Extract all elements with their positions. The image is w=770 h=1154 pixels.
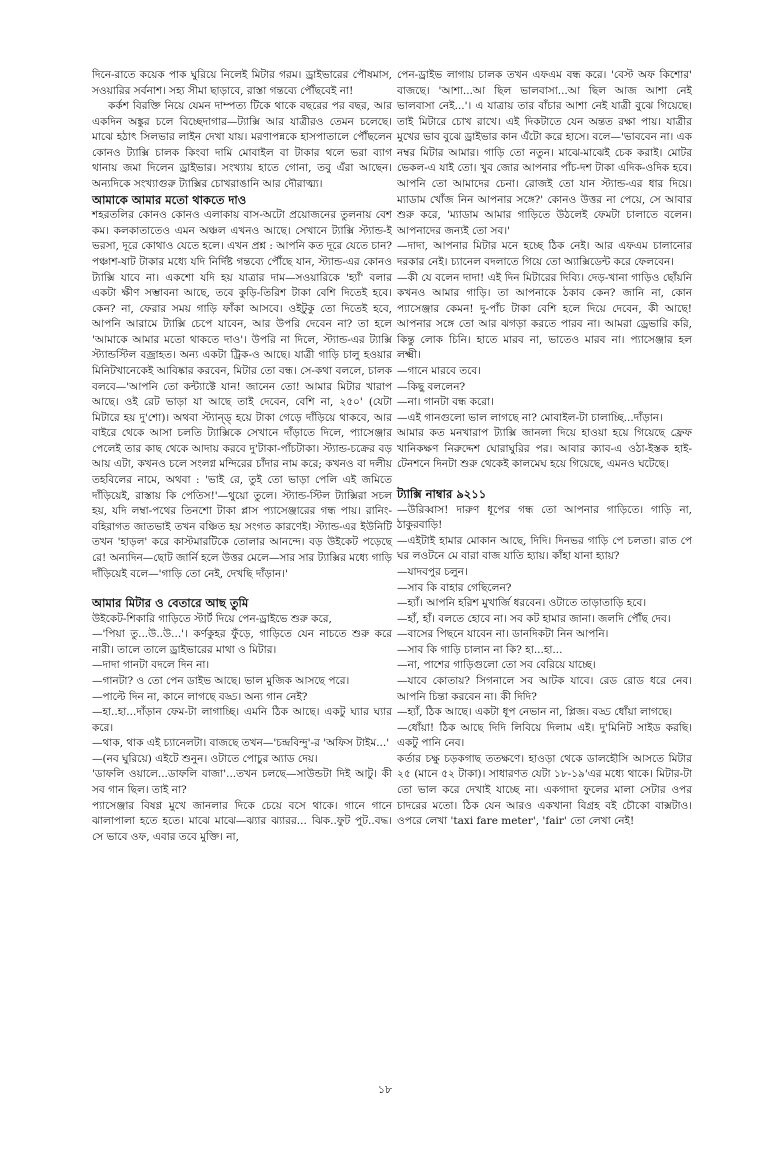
paragraph: দিনে-রাতে কয়েক পাক ঘুরিয়ে নিলেই মিটার গরম। ড্রাইভারের পৌষমাস, সওয়ারির সর্বনাশ। সহ্য সীমা ছাড়াবে, রাস্তা গন্তব্যে পৌঁছবেই না! xyxy=(92,69,392,97)
section-heading: আমার মিটার ও বেতারে আছ তুমি xyxy=(92,596,249,611)
section-gap xyxy=(92,582,392,596)
left-column xyxy=(92,68,392,845)
paragraph: পেন-ড্রাইভ লাগায় চালক তখন এফএম বন্ধ করে। 'বেস্ট অফ কিশোর' বাজছে। 'আশা...আ ছিল ভালবাসা...আ ছিল আজ আশা নেই ভালবাসা নেই...'। এ যাত্রায় তার বাঁচার আশা নেই যাত্রী বুঝে গিয়েছে। তাই মিটারে চোখ রাখে। এই দিকটাতে যেন অন্তত রক্ষা পায়। যাত্রীর মুখের ভাব বুঝে ড্রাইভার কান এঁটো করে হাসে। বলে—'ভাববেন না। এক নম্বর মিটার আমার। গাড়ি তো নতুন। মাঝে-মাঝেই চেক করাই। মোটর ভেকল-এ যাই তো। খুব জোর আপনার পাঁচ-দশ টাকা এদিক-ওদিক হবে। আপনি তো আমাদের চেনা। রোজই তো যান স্ট্যান্ড-এর ধার দিয়ে। ম্যাডাম খোঁজ নিন আপনার সঙ্গে?' কোনও উত্তর না পেয়ে, সে আবার শুরু করে, 'ম্যাডাম আমার গাড়িতে উঠলেই ফেমটা চালাতে বলেন। আপনাদের জন্যই তো সব।' xyxy=(397,69,692,237)
paragraph: উইকেট-শিকারি গাড়িতে স্টার্ট দিয়ে পেন-ড্রাইভে শুরু করে, —'পিয়া তু...উ..উ...'। কর্ণকুহর ফুঁড়ে, গাড়িতে যেন নাচতে শুরু করে নারী। তালে তালে ড্রাইভারের মাথা ও মিটার। —দাদা গানটা বদলে দিন না। —গানটা? ও তো পেন ডাইভ আছে। ভাল মুজিক আসছে পরে। —পাল্টে দিন না, কানে লাগছে বড্ড। অন্য গান নেই? —হা..হা...দাঁড়ান ফেম-টা লাগাচ্ছি। এমনি ঠিক আছে। একটু ঘ্যার ঘ্যার করে। —থাক, থাক এই চ্যানেলটা। বাজছে তখন—'চন্দ্রবিন্দু'-র 'অফিস টাইম...' —(নব ঘুরিয়ে) এইটে শুনুন। ওটাতে পোচুর অ্যাড দেয়। 'ডাফলি ওয়ালে...ডাফলি বাজা'...তখন চলছে—সাউন্ডটা দিই আটু। কী সব গান ছিল। তাই না? প্যাসেঞ্জার বিষণ্ণ মুখে জানলার দিকে চেয়ে বসে থাকে। গানে গানে ঝালাপালা হতে হতে। মাঝে মাঝে—ঝ্যার ঝ্যারর... ঝিক..ফুট পুট..বদ্ধ। সে ভাবে ওফ, এবার তবে মুক্তি। না, xyxy=(92,612,392,843)
section-heading: আমাকে আমার মতো থাকতে দাও xyxy=(92,192,247,207)
paragraph: শহরতলির কোনও কোনও এলাকায় বাস-অটো প্রয়োজনের তুলনায় বেশ কম। কলকাতাতেও এমন অঞ্চল এখনও আছে। সেখানে ট্যাক্সি স্ট্যান্ড-ই ভরসা, দূরে কোথাও যেতে হলে। এখন প্রশ্ন : আপনি কত দূরে যেতে চান? পঞ্চাশ-ষাট টাকার মধ্যে যদি নির্দিষ্ট গন্তব্যে পৌঁছে যান, স্ট্যান্ড-এর কোনও ট্যাক্সি যাবে না। একশো যদি হয় যাত্রার দাম—সওয়ারিকে 'হ্যাঁ' বলার একটা ক্ষীণ সম্ভাবনা আছে, তবে কুড়ি-তিরিশ টাকা বেশি দিতেই হবে। কেন? না, ফেরার সময় গাড়ি ফাঁকা আসবে। ওইটুকু তো দিতেই হবে, আপনি আরামে ট্যাক্সি চেপে যাবেন, আর উপরি দেবেন না? তা হলে 'আমাকে আমার মতো থাকতে দাও'। উপরি না দিলে, স্ট্যান্ড-এর ট্যাক্সি স্ট্যান্ডস্টিল বজ্রাহত। অন্য একটা ট্রিক-ও আছে। যাত্রী গাড়ি চালু হওয়ার মিনিটখানেকেই আবিষ্কার করবেন, মিটার তো বন্ধ। সে-কথা বললে, চালক বলবে—'আপনি তো কন্ট্যাক্টে যান! জানেন তো! আমার মিটার খারাপ আছে। ওই রেট ভাড়া যা আছে তাই দেবেন, বেশি না, ২৫০' (যেটা মিটারে হয় দু'শো)। অথবা স্ট্যান্ড্‌ হয়ে টাকা গেড়ে দাঁড়িয়ে থাকবে, আর বাইরে থেকে আসা চলতি ট্যাক্সিকে সেখানে দাঁড়াতে দিলে, প্যাসেঞ্জার পেলেই তার কাছ থেকে আদায় করবে দু'টাকা-পাঁচটাকা। স্ট্যান্ড-চক্রের বড় আয় এটা, কখনও চলে সংলগ্ন মন্দিরের চাঁদার নাম করে; কখনও বা দলীয় তহবিলের নামে, অথবা : 'ভাই রে, তুই তো ভাড়া পেলি এই জমিতে দাঁড়িয়েই, রাস্তায় কি পেতিস!'—থুয়ো তুলে। স্ট্যান্ড-স্টিল ট্যাক্সিরা সচল হয়, যদি লম্বা-পথের তিনশো টাকা প্লাস প্যাসেঞ্জারের গন্ধ পায়। রানিং-বহিরাগত জাতভাই তখন বঞ্চিত হয় সংগত কারণেই। স্ট্যান্ড-এর ইউনিটি তখন 'হাড়ল' করে কাস্টমারটিকে তোলার আনন্দে। বড় উইকেট পড়েছে রে! অন্যদিন—ছোট জার্নি হলে উত্তর মেলে—সার সার ট্যাক্সির মধ্যে গাড়ি দাঁড়িয়েই বলে—'গাড়ি তো নেই, দেখছি দাঁড়ান।' xyxy=(92,209,392,580)
page-number: ১৮ xyxy=(377,1083,393,1096)
paragraph: —উরিব্বাস! দারুণ ধূপের গন্ধ তো আপনার গাড়িতে। গাড়ি না, ঠাকুরবাড়ি! —এইটাই হামার মোকান আছে, দিদি। দিনভর গাড়ি পে চলতা। রাত পে ঘর লওটনে মে বারা বাজ যাতি হ্যায়। কাঁহা যানা হ্যায়? —যাদবপুর চলুন। —সাব কি বাহার গেছিলেন? —হ্যাঁ। আপনি হরিশ মুখার্জি ধরবেন। ওটাতে তাড়াতাড়ি হবে। —হাঁ, হাঁ। বলতে হোবে না। সব কট হামার জানা। জলদি পৌঁছ দেব। —বাসের পিছনে যাবেন না। ডানদিকটা নিন আপনি। —সাব কি গাড়ি চালান না কি? হা...হা... —না, পাশের গাড়িগুলো তো সব বেরিয়ে যাচ্ছে। —যাবে কোতায়? সিগনালে সব আটক যাবে। রেড রোড ধরে নেব। আপনি চিন্তা করবেন না। কী দিদি? —হ্যাঁ, ঠিক আছে। একটা ধূপ নেভান না, প্লিজ। বড্ড ধোঁয়া লাগছে। —ধোঁয়া! ঠিক আছে দিদি লিবিয়ে দিলাম এই। দু'মিনিট সাইড করছি। একটু পানি নেব। কর্তার চক্ষু চড়কগাছ ততক্ষণে। হাওড়া থেকে ডালহৌসি আসতে মিটার ২৫ (মানে ৫২ টাকা)। সাধারণত যেটা ১৮-১৯'এর মধ্যে থাকে। মিটার-টা তো ভাল করে দেখাই যাচ্ছে না। একগাদা ফুলের মালা সেটার ওপর চাদরের মতো। ঠিক যেন আরও একখানা বিগ্রহ বই চৌকো বাক্সটাও। ওপরে লেখা 'taxi fare meter', 'fair' তো লেখা নেই! xyxy=(397,503,692,828)
paragraph: কর্কশ বিরক্তি নিয়ে যেমন দাম্পত্য টিকে থাকে বছরের পর বছর, আর একদিন অঙ্কুর চলে বিচ্ছেদাগার—ট্যাক্সি আর যাত্রীরও তেমন চলেছে। মাঝে হঠাৎ সিলভার লাইন দেখা যায়। মরণাপন্নকে হাসপাতালে পৌঁছলেন কোনও ট্যাক্সি চালক কিংবা দামি মোবাইল বা টাকার থলে ভরা ব্যাগ থানায় জমা দিলেন ড্রাইভার। সংখ্যায় হাতে গোনা, তবু এঁরা আছেন। অন্যদিকে সংখ্যাগুরু ট্যাক্সির চোখরাঙানি আর দৌরাত্ম্য। xyxy=(92,100,392,191)
paragraph: —দাদা, আপনার মিটার মনে হচ্ছে ঠিক নেই। আর এফএম চালানোর দরকার নেই। চ্যানেল বদলাতে গিয়ে তো অ্যাক্সিডেন্ট করে ফেলবেন। —কী যে বলেন দাদা! এই দিন মিটারের দিব্যি। দেড়-খানা গাড়িও ছোঁয়নি কখনও আমার গাড়ি। তা আপনাকে ঠকাব কেন? জানি না, কোন প্যাসেঞ্জার কেমন! দু-পাঁচ টাকা বেশি হলে দিয়ে দেবেন, কী আছে! আপনার সঙ্গে তো আর ঝগড়া করতে পারব না। আমরা ড্রেভারি করি, কিন্তু লোক চিনি। হাতে মারব না, ভাতেও মারব না। প্যাসেঞ্জার হল লক্ষ্মী। —গানে মারবে তবে। —কিছু বললেন? —না। গানটা বন্ধ করো। —এই গানগুলো ভাল লাগছে না? মোবাইল-টা চালাচ্ছি...দাঁড়ান। আমার কত মনখারাপ ট্যাক্সি জানলা দিয়ে হাওয়া হয়ে গিয়েছে ফ্রেফ খানিকক্ষণ নিরুদ্দেশ ঘোরাঘুরির পর। আবার ক্যাব-এ ওঠা-ইস্তক হাই-টেনশনে দিনটা শুরু থেকেই কালমেঘ হয়ে গিয়েছে, এমনও ঘটেছে। xyxy=(397,240,692,471)
section-heading: ট্যাক্সি নাম্বার ৯২১১ xyxy=(397,487,487,502)
right-column xyxy=(397,68,692,830)
section-gap xyxy=(397,473,692,487)
